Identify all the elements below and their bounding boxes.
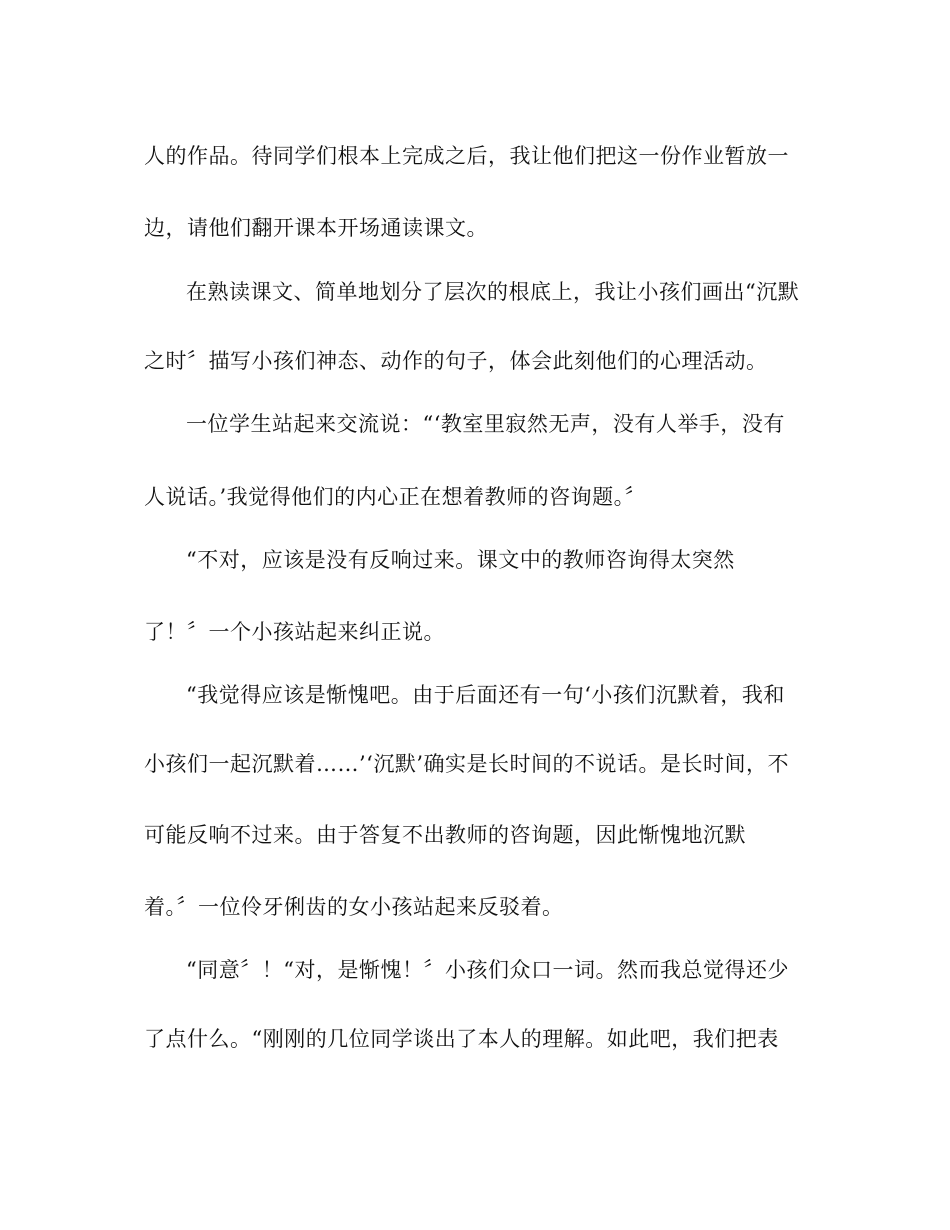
text-line-14: 了点什么。“刚刚的几位同学谈出了本人的理解。如此吧，我们把表 — [144, 1027, 779, 1051]
text-line-4: 之时〞描写小孩们神态、动作的句子，体会此刻他们的心理活动。 — [144, 349, 768, 373]
paragraph-start-line: “我觉得应该是惭愧吧。由于后面还有一句‘小孩们沉默着，我和 — [186, 683, 785, 707]
text-line-12: 着。〞一位伶牙俐齿的女小孩站起来反驳着。 — [144, 895, 564, 919]
text-line-6: 人说话。’我觉得他们的内心正在想着教师的咨询题。〞 — [144, 485, 647, 509]
text-line-10: 小孩们一起沉默着……’‘沉默’确实是长时间的不说话。是长时间，不 — [144, 752, 790, 776]
text-line-11: 可能反响不过来。由于答复不出教师的咨询题，因此惭愧地沉默 — [144, 823, 746, 847]
paragraph-start-line: 在熟读课文、简单地划分了层次的根底上，我让小孩们画出“沉默 — [186, 280, 800, 304]
text-line-1: 人的作品。待同学们根本上完成之后，我让他们把这一份作业暂放一 — [144, 144, 789, 168]
text-line-8: 了！〞一个小孩站起来纠正说。 — [144, 620, 445, 644]
paragraph-start-line: “同意〞！“对，是惭愧！〞小孩们众口一词。然而我总觉得还少 — [186, 958, 789, 982]
text-line-2: 边，请他们翻开课本开场通读课文。 — [144, 216, 488, 240]
paragraph-start-line: “不对，应该是没有反响过来。课文中的教师咨询得太突然 — [186, 548, 735, 572]
paragraph-start-line: 一位学生站起来交流说：“‘教室里寂然无声，没有人举手，没有 — [186, 412, 785, 436]
